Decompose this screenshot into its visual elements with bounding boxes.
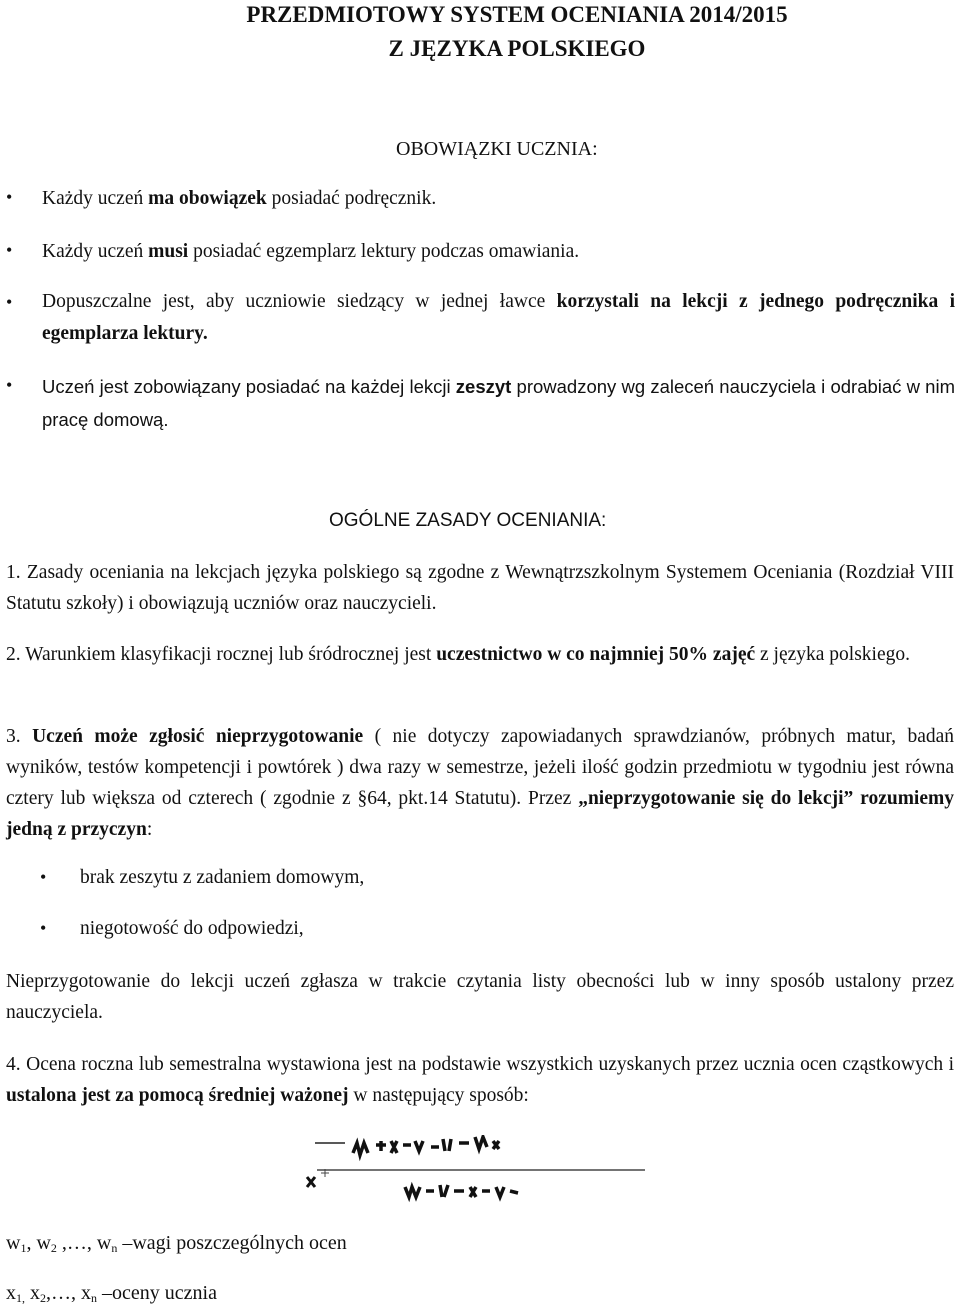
- rule-2: 2. Warunkiem klasyfikacji rocznej lub śródrocznej jest uczestnictwo w co najmniej 50% zajęć z języka polskiego.: [6, 644, 911, 665]
- bullet-icon: •: [6, 187, 13, 207]
- weighted-average-formula-image: [285, 1135, 665, 1205]
- rule-1: 1. Zasady oceniania na lekcjach języka polskiego są zgodne z Wewnątrzszkolnym Systemem Oceniania (Rozdział VIII Statutu szkoły) i obowiązują uczniów oraz nauczycieli.: [6, 562, 954, 614]
- document-title-line1: PRZEDMIOTOWY SYSTEM OCENIANIA 2014/2015: [246, 2, 788, 27]
- document-title-line2: Z JĘZYKA POLSKIEGO: [388, 36, 646, 61]
- reason-item: brak zeszytu z zadaniem domowym,: [80, 867, 365, 888]
- rule-3: 3. Uczeń może zgłosić nieprzygotowanie ( nie dotyczy zapowiadanych sprawdzianów, próbnych matur, badań wyników, testów kompetencji i powtórek ) dwa razy w semestrze, jeżeli ilość godzin przedmiotu w tygodniu jest równa cztery lub większa od czterech ( zgodnie z §64, pkt.14 Statutu). Przez „nieprzygotowanie się do lekcji” rozumiemy jedną z przyczyn:: [6, 726, 955, 840]
- duty-item: Każdy uczeń musi posiadać egzemplarz lektury podczas omawiania.: [42, 241, 580, 262]
- weights-legend: $w_1$, $w_2$ ,…, $w_n$ –wagi poszczególnych ocen: [6, 1232, 347, 1255]
- bullet-icon: •: [40, 918, 47, 938]
- grades-legend: $x_{1,}$ $x_2,\dots$, $x_n$ –oceny ucznia: [6, 1282, 217, 1305]
- bullet-icon: •: [6, 375, 13, 395]
- bullet-icon: •: [6, 292, 13, 312]
- bullet-icon: •: [6, 240, 13, 260]
- bullet-icon: •: [40, 867, 47, 887]
- rule-4: 4. Ocena roczna lub semestralna wystawiona jest na podstawie wszystkich uzyskanych przez ucznia ocen cząstkowych i ustalona jest za pomocą średniej ważonej w następujący sposób:: [6, 1054, 954, 1106]
- duty-item: Dopuszczalne jest, aby uczniowie siedzący w jednej ławce korzystali na lekcji z jednego podręcznika i egemplarza lektury.: [42, 291, 955, 344]
- report-note: Nieprzygotowanie do lekcji uczeń zgłasza w trakcie czytania listy obecności lub w inny sposób ustalony przez nauczyciela.: [6, 971, 954, 1023]
- reason-item: niegotowość do odpowiedzi,: [80, 918, 304, 939]
- duties-heading: OBOWIĄZKI UCZNIA:: [396, 138, 598, 160]
- duty-item: Uczeń jest zobowiązany posiadać na każdej lekcji zeszyt prowadzony wg zaleceń nauczyciela i odrabiać w nim pracę domową.: [42, 376, 955, 430]
- duty-item: Każdy uczeń ma obowiązek posiadać podręcznik.: [42, 188, 437, 209]
- rules-heading: OGÓLNE ZASADY OCENIANIA:: [329, 510, 607, 531]
